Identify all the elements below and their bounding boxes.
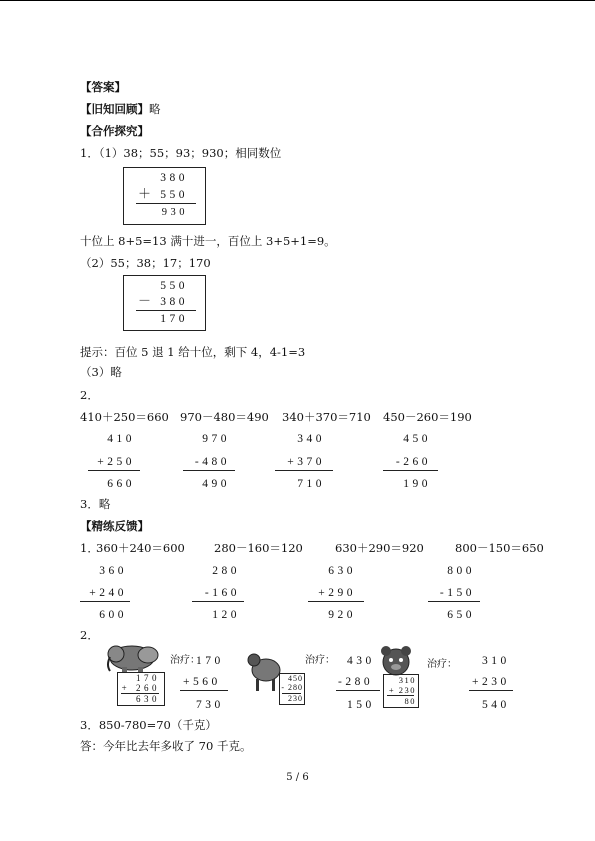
vc-top: 340 xyxy=(297,433,325,445)
vc-result: 920 xyxy=(328,609,356,621)
vc-rule xyxy=(88,470,140,471)
q1-2-line: （2）55；38；17；170 xyxy=(80,256,211,270)
q2-top: 170 xyxy=(196,655,224,667)
card-line: 310 xyxy=(398,675,416,685)
q2-second: +230 xyxy=(472,676,510,688)
vc-result: 490 xyxy=(202,478,230,490)
cooperate-heading: 【合作探究】 xyxy=(80,124,149,138)
vc-top: 970 xyxy=(202,433,230,445)
vc-rule xyxy=(183,470,235,471)
vc-result: 660 xyxy=(107,478,135,490)
vc-top: 360 xyxy=(99,565,127,577)
vc-rule xyxy=(308,601,364,602)
box2-result: 170 xyxy=(160,313,188,325)
vc-result: 120 xyxy=(212,609,240,621)
practice-q3-answer: 答：今年比去年多收了 70 千克。 xyxy=(80,739,252,753)
box2-second: 380 xyxy=(160,296,188,308)
result-card xyxy=(279,673,305,705)
review-heading: 【旧知回顾】 xyxy=(80,102,149,116)
vc-second: -160 xyxy=(204,587,240,599)
bear-illustration xyxy=(378,645,414,677)
practice-q1-label: 1． xyxy=(80,541,99,555)
q2-second: +560 xyxy=(183,676,221,688)
vc-result: 650 xyxy=(447,609,475,621)
vc-result: 600 xyxy=(99,609,127,621)
card-line: 170 xyxy=(136,673,160,683)
box1-result: 930 xyxy=(161,207,188,218)
result-card xyxy=(383,674,419,708)
vc-rule xyxy=(80,601,130,602)
practice-equation: 800－150＝650 xyxy=(455,541,544,555)
vc-result: 190 xyxy=(403,478,431,490)
hint-line: 提示：百位 5 退 1 给十位，剩下 4，4-1=3 xyxy=(80,345,306,359)
q1-3-line: （3）略 xyxy=(80,365,122,379)
q2-result: 730 xyxy=(196,699,224,711)
vc-rule xyxy=(275,470,333,471)
card-line: - 280 xyxy=(281,683,303,692)
q2-result: 540 xyxy=(482,699,510,711)
practice-equation: 630＋290＝920 xyxy=(335,541,424,555)
treatment-label: 治疗： xyxy=(427,659,457,670)
box1-second: 550 xyxy=(160,189,188,201)
q2-result: 150 xyxy=(347,699,375,711)
q1-line: 1．（1）38；55；93；930；相同数位 xyxy=(80,146,282,160)
card-line: 230 xyxy=(288,694,303,703)
box1-sign: ＋ xyxy=(138,187,152,202)
card-line: + 230 xyxy=(388,685,416,695)
q2-second: -280 xyxy=(338,676,374,688)
vc-top: 630 xyxy=(328,565,356,577)
card-line: + 260 xyxy=(121,683,160,693)
vc-second: -480 xyxy=(194,456,230,468)
vc-result: 710 xyxy=(297,478,325,490)
q2-equation: 970－480＝490 xyxy=(180,410,269,424)
vc-second: +240 xyxy=(89,587,127,599)
vc-second: +370 xyxy=(287,456,325,468)
q2-top: 310 xyxy=(482,655,510,667)
practice-equation: 360＋240＝600 xyxy=(96,541,185,555)
box1-rule xyxy=(136,203,196,204)
explain-line: 十位上 8+5=13 满十进一，百位上 3+5+1=9。 xyxy=(80,234,336,248)
practice-heading: 【精练反馈】 xyxy=(80,519,149,533)
vc-rule xyxy=(383,470,438,471)
vc-top: 800 xyxy=(447,565,475,577)
practice-q3-line: 3．850-780=70（千克） xyxy=(80,718,217,732)
q2-rule xyxy=(469,690,513,691)
elephant-illustration xyxy=(104,643,164,673)
vertical-calc-box-1 xyxy=(123,167,206,225)
vc-second: +290 xyxy=(318,587,356,599)
vc-top: 450 xyxy=(403,433,431,445)
answer-heading: 【答案】 xyxy=(80,80,126,94)
treatment-label: 治疗： xyxy=(170,655,200,666)
card-line: 80 xyxy=(404,696,416,706)
card-line: 450 xyxy=(288,674,303,683)
q2-rule xyxy=(336,690,380,691)
vc-second: -150 xyxy=(439,587,475,599)
q2-equation: 450－260＝190 xyxy=(383,410,472,424)
q2-equation: 340＋370＝710 xyxy=(282,410,371,424)
review-line xyxy=(80,102,161,116)
q2-equation: 410＋250＝660 xyxy=(80,410,169,424)
vc-top: 410 xyxy=(107,433,135,445)
top-border-line xyxy=(0,0,595,1)
q2-rule xyxy=(180,690,228,691)
treatment-label: 治疗： xyxy=(305,655,335,666)
q2-top: 430 xyxy=(347,655,375,667)
card-line: 630 xyxy=(136,694,160,704)
q3-line: 3．略 xyxy=(80,497,111,511)
practice-q2-label: 2． xyxy=(80,628,99,642)
vc-second: +250 xyxy=(97,456,135,468)
box2-rule xyxy=(136,310,196,311)
box2-sign: － xyxy=(138,294,152,309)
page-number: 5 / 6 xyxy=(286,772,309,783)
q2-label: 2． xyxy=(80,388,99,402)
vc-rule xyxy=(428,601,480,602)
vc-rule xyxy=(192,601,244,602)
vc-second: -260 xyxy=(395,456,431,468)
result-card xyxy=(117,672,165,706)
practice-equation: 280－160＝120 xyxy=(214,541,303,555)
box1-top: 380 xyxy=(160,172,188,184)
vc-top: 280 xyxy=(212,565,240,577)
vertical-calc-box-2 xyxy=(123,275,206,331)
box2-top: 550 xyxy=(160,280,188,292)
review-text: 略 xyxy=(149,102,161,116)
